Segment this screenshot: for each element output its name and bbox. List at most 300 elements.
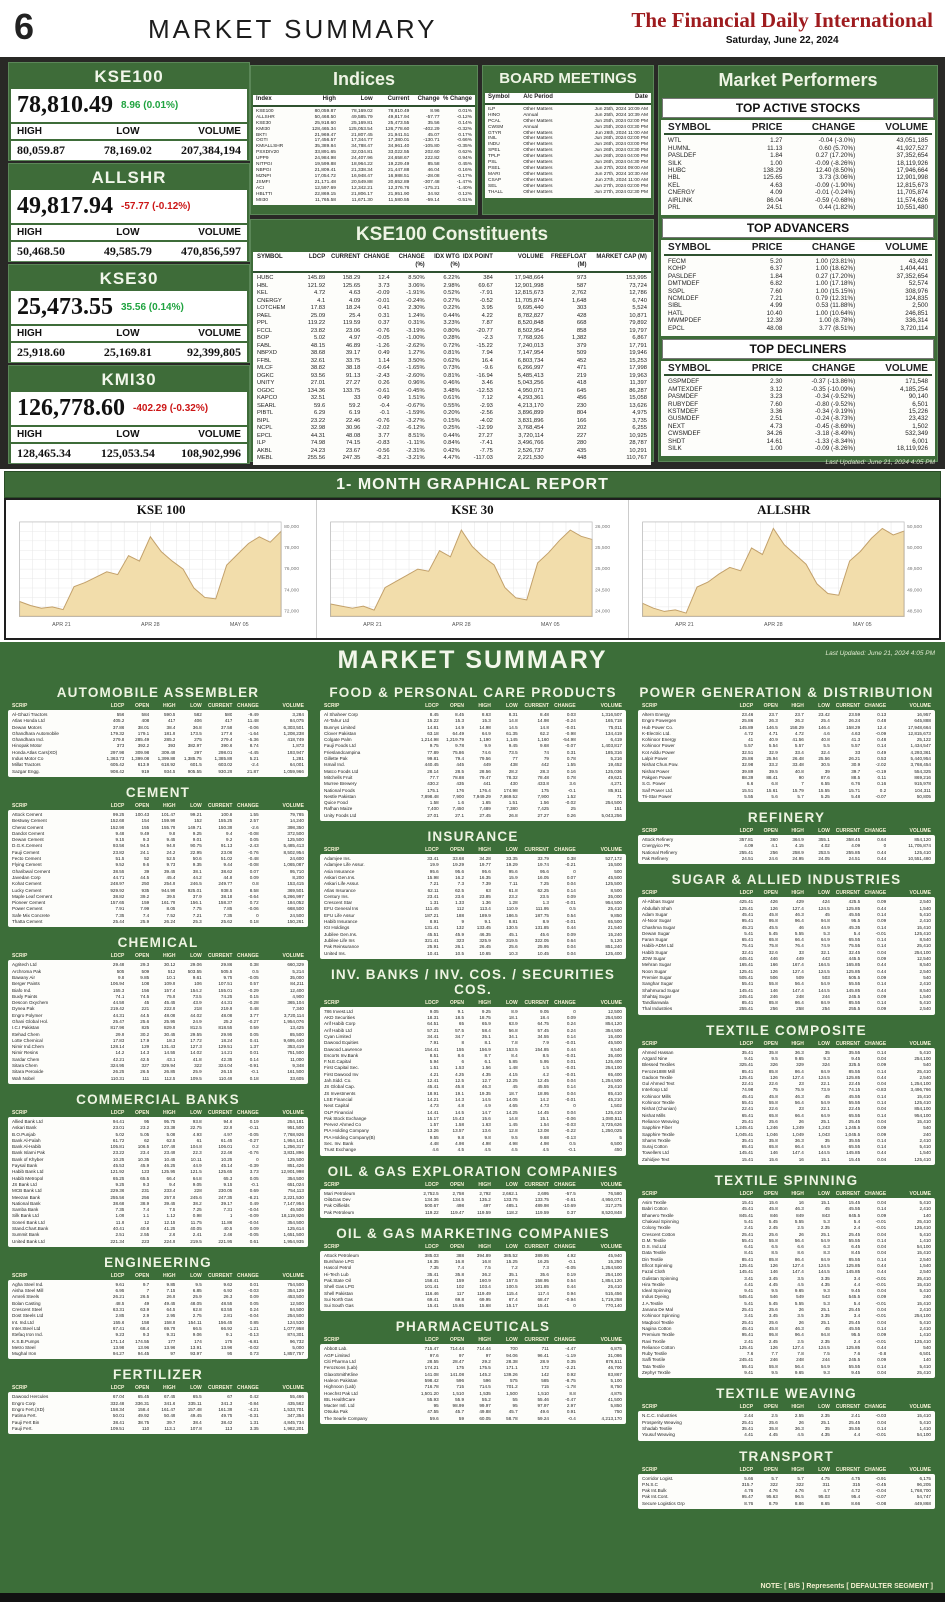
table-row: FCCL 23.82 23.06 -0.76 -3.19% 0.80% -20.77 8,502,954 858 19,797 (257, 327, 647, 334)
svg-text:78,000: 78,000 (284, 545, 300, 551)
table-row: Trust Exchange 4.6 4.5 4.5 4.5 4.5 -0.1 450 (324, 1147, 622, 1153)
table-row: Samba Bank 7.35 7.4 7.5 7.25 7.31 -0.04 45,500 (12, 1207, 304, 1213)
table-row: Macter Intl. Ltd 95 98.99 99.97 95 97.97 2.97 5,850 (324, 1403, 622, 1409)
index-hlv-values: 25,918.60 25,169.81 92,399,805 (11, 343, 247, 362)
table-row: Ghani Global Hol. 25.47 25.6 25.95 24.9 25.2 -0.27 1,954,076 (12, 1018, 304, 1024)
table-row: PSXDIV20 33,891.65 32,034.81 33,022.55 202.60 0.62% (256, 150, 472, 156)
last-updated-top: Last Updated: June 21, 2024 4:05 PM (825, 459, 935, 466)
table-row: Dynea Pak 219.42 221 222.9 218 219.9 0.48 7,340 (12, 1006, 304, 1012)
chart-title: KSE 100 (136, 502, 186, 517)
table-row: Maple Leaf Cement 38.82 39.2 39.5 37.9 38.18 -0.64 6,266,997 (12, 893, 304, 899)
table-row: Lotte Chemical 17.83 17.9 18.3 17.72 18.24 0.41 9,695,440 (12, 1037, 304, 1043)
table-row: P.N.S.C 315.7 322 322 311 315 -0.45 96,205 (642, 1481, 931, 1487)
table-row: Fauji Fert Bin 38.41 38.75 39.7 38.4 38.42 1.31 4,845,734 (12, 1419, 304, 1425)
table-row: Azgard Nine 9.41 9.5 9.65 9.3 9.45 0.04 254,100 (642, 1055, 931, 1061)
table-row: Colony Textile 2.41 2.45 2.5 2.35 2.4 -0.01 125,410 (642, 1225, 931, 1231)
table-row: Bank Islami Pak 23.22 23.4 23.49 22.3 22.46 -0.76 3,831,896 (12, 1150, 304, 1156)
sector-table (320, 1344, 626, 1424)
table-row: Janana De Mal 25.41 25.6 26 25.1 25.45 0.04 2,410 (642, 1307, 931, 1313)
table-row: Blessed Textiles 325.41 326 329 324 325.5 0.09 540 (642, 1062, 931, 1068)
table-row: Ravi Textile 2.41 2.45 2.5 2.35 2.4 -0.01 125,410 (642, 1338, 931, 1344)
index-boxes (8, 62, 250, 466)
sector-title: REFINERY (747, 810, 826, 826)
table-row: Zephyr Textile 9.41 9.5 9.65 9.3 9.45 0.04 25,410 (642, 1370, 931, 1376)
table-row: Attock Cement 99.25 100.43 101.47 99.21 100.8 1.55 79,785 (12, 811, 304, 817)
table-row: Mari Petroleum 2,752.5 2,758 2,792 2,662.1 2,695 -57.5 76,580 (324, 1190, 622, 1196)
table-row: Nestle Pakistan 7,898.48 7,900 7,949.29 7,869.52 7,900 1.52 71 (324, 793, 622, 799)
table-row: PAEL 25.09 25.4 0.31 1.24% 0.44% 4.22 8,782,827 428 10,871 (257, 312, 647, 319)
table-row: Quice Food 1.58 1.6 1.65 1.51 1.56 -0.02 254,500 (324, 800, 622, 806)
table-row: Sec. Inv. Bank 4.48 4.98 4.98 4.98 4.98 0.5 6,500 (324, 1141, 622, 1147)
table-row: Adam Sugar 45.41 45.8 46.3 45 45.55 0.14 5,410 (642, 911, 931, 917)
table-row: Amreli Steels 26.21 26.5 26.9 25.9 26.3 0.09 453,500 (12, 1294, 304, 1300)
table-row: Thal Industries 255.41 256 258 254 255.5 0.09 2,540 (642, 1006, 931, 1012)
sector-block (638, 1020, 935, 1165)
table-row: Al-Ghazi Tractors 556 584 590.5 582 580 -9.49 3,284 (12, 712, 304, 717)
sector-title: SUGAR & ALLIED INDUSTRIES (671, 872, 902, 888)
sector-block (638, 1446, 935, 1509)
table-row: Bank Al-Habib 105.81 106.5 107.49 104.8 106.01 0.2 1,256,317 (12, 1144, 304, 1150)
table-row: Pak Int.Cont. 95.47 95.63 96.5 95.03 95.4 -0.07 54,747 (642, 1494, 931, 1500)
svg-text:24,500: 24,500 (595, 588, 611, 594)
svg-text:24,000: 24,000 (595, 609, 611, 615)
last-updated-summary: Last Updated: June 21, 2024 4:05 PM (825, 650, 935, 657)
table-row: IBL HealthCare 55.93 55.9 55.2 55 55.46 -0.47 41,500 (324, 1396, 622, 1402)
table-row: Hinopak Motor 373 392.2 393 382.97 390.6 8.74 1,873 (12, 743, 304, 749)
table-row: Crescent Star 1.31 1.33 1.36 1.28 1.3 -0.01 954,500 (324, 900, 622, 906)
table-row: EFU Life Assur 187.21 188 189.9 186.5 187.75 0.54 9,850 (324, 912, 622, 918)
table-row: Thatta Cement 25.44 25.9 26.24 25.3 25.62 0.18 150,261 (12, 919, 304, 925)
table-row: United Bank Ltd 221.34 223 224.9 219.5 221.95 0.61 1,954,935 (12, 1238, 304, 1244)
table-row: UNITY 27.01 27.27 0.26 0.96% 0.46% 3.46 5,043,256 418 11,397 (257, 380, 647, 386)
table-row: HUBC 138.29 12.40 (8.50%) 17,946,664 (668, 167, 928, 175)
index-name: KMI30 (101, 370, 157, 389)
table-row: United Ins. 10.41 10.5 10.65 10.3 10.45 0.04 125,400 (324, 950, 622, 956)
sector-header-row: SCRIP LDCP OPEN HIGH LOW CURRENT CHANGE VOLUME (642, 1191, 931, 1198)
table-row: Ruby Textile 7.6 7.7 7.8 7.5 7.6 -0.8 6,501 (642, 1351, 931, 1357)
table-row: Shell Gas LPG 101.41 102 103.4 100.5 101.85 0.44 25,410 (324, 1284, 622, 1290)
table-row: EFU General Ins 111.45 112 113.4 110.9 111.95 0.5 25,410 (324, 906, 622, 912)
table-row: Askari Bank 23.01 23.2 23.38 22.75 22.9 -0.11 951,500 (12, 1125, 304, 1131)
table-row: Attock Petroleum 385.03 388 394.89 385.52 389.95 4.92 45,940 (324, 1252, 622, 1258)
table-row: HUMNL 11.13 0.60 (5.70%) 41,927,527 (668, 144, 928, 152)
table-row: Gulistan Spinning 3.41 3.45 3.5 3.35 3.4 -0.01 25,410 (642, 1275, 931, 1281)
table-row: Bunnys Limited 14.81 14.9 14.98 14.5 14.8 -0.01 75,011 (324, 724, 622, 730)
table-row: PIBTL 6.29 6.19 -0.1 -1.59% 0.20% -2.56 3,896,899 804 4,975 (257, 410, 647, 416)
table-row: DMTMDEF 6.82 1.00 (17.18%) 52,574 (668, 280, 928, 288)
table-row: Kohinoor Power 5.57 5.54 5.57 5.5 5.57 0.14 1,434,547 (642, 743, 931, 749)
table-row: SILK 1.00 -0.09 (-8.26%) 18,119,926 (668, 445, 928, 452)
indices-panel: Indices Index High Low Current Change % Change KSE100 80,059.87 78,169.02 78,810.49 8.96 0.01% ALLSHR 50,468.50 49,585.79 49,817.94 -57.77 -0.12% KSE30 25,918.60 25,169.81 25,473.55 35.56 0.14% KMI30 128,465.34 125,053.54 126,778.60 -402.29 -0.32% BKTI 21,969.47 21,807.45 21,941.51 45.07 0.17% OGTI 17,456.57 17,344.77 17,380.01 -130.71 -0.66% KMIALLSHR 35,389.84 34,788.47 34,961.40 -105.80 -0.35% PSXDIV20 33,891.65 32,034.81 33,022.55 202.60 0.62% UPP9 24,984.98 24,407.96 24,658.67 222.82 0.94% NITPGI 19,599.88 18,964.22 19,229.49 85.58 0.45% NBPGI 21,809.41 21,338.34 21,447.88 46.04 0.16% MZNPI 17,054.72 16,948.47 16,988.51 -28.08 -0.17% JSMFI 21,171.48 20,549.88 20,652.89 -307.48 -1.47% ACI 12,597.69 12,342.21 12,376.76 -175.21 -1.40% HBLTTI 22,869.15 21,806.17 21,951.90 34.92 0.12% MII30 11,765.58 11,671.30 11,580.55 -59.14 -0.51% (250, 65, 478, 215)
table-row: Ismail Ind. 440.45 445 449 438 442 1.55 19,452 (324, 762, 622, 768)
svg-text:50,000: 50,000 (906, 545, 922, 551)
sector-header-row: SCRIP LDCP OPEN HIGH LOW CURRENT CHANGE VOLUME (12, 703, 304, 709)
area-chart (6, 518, 316, 636)
performer-table: SYMBOL PRICE CHANGE VOLUME FECM 5.20 1.00 (23.81%) 43,428 KOHP 6.37 1.00 (18.62%) 1,404,441 PASLDEF 1.84 0.27 (17.20%) 37,352,654 DMTMDEF 6.82 1.00 (17.18%) 52,574 SGPL 7.60 1.00 (15.15%) 308,976 NCMLDEF 7.21 0.79 (12.31%) 124,835 SIBL 4.99 0.53 (11.88%) 2,500 HATL 10.40 1.00 (10.64%) 246,851 MWMPDEF 12.39 1.00 (8.78%) 336,314 EPCL 48.08 3.77 (8.51%) 3,720,114 (661, 240, 935, 335)
table-row: LOTCHEM 17.83 18.24 0.41 2.30% 0.22% 3.95 9,695,440 303 5,524 (257, 305, 647, 311)
table-row: Askari Life Assur. 7.21 7.3 7.39 7.11 7.25 0.04 125,500 (324, 881, 622, 887)
index-hlv-labels: HIGH LOW VOLUME (11, 326, 247, 341)
table-row: Gharibwal Cement 38.55 39 39.45 38.1 38.62 0.07 95,710 (12, 868, 304, 874)
table-row: Unity Foods Ltd 27.01 27.1 27.45 26.8 27.27 0.26 5,043,256 (324, 812, 622, 818)
table-row: Secure Logistics Grp 8.76 8.79 8.86 8.65 8.66 -0.08 449,868 (642, 1500, 931, 1506)
table-row: Faysal Bank 45.53 45.9 46.25 44.9 45.14 -0.39 851,426 (12, 1163, 304, 1169)
table-row: S.G. Power 6.6 6.8 7 6.55 6.76 0.16 915,978 (642, 781, 931, 787)
sector-header-row: SCRIP LDCP OPEN HIGH LOW CURRENT CHANGE VOLUME (324, 1181, 622, 1188)
board-meetings-panel: BOARD MEETINGS Symbol A/c Period Date ILP Other Matters Jun 25th, 2024 10:09 AM HINO Annual Jun 25th, 2024 10:39 AM PCAL Other Matters Jun 25th, 2024 02:00 PM CWSM Annual Jun 25th, 2024 03:30 PM GTYR Other Matters Jun 26th, 2024 11:00 AM INIL Other Matters Jun 26th, 2024 02:00 PM INDU Other Matters Jun 26th, 2024 03:00 PM SPEL Other Matters Jun 26th, 2024 03:30 PM TPLP Other Matters Jun 26th, 2024 04:00 PM PSL Other Matters Jun 26th, 2024 04:30 PM PSEL Other Matters Jun 27th, 2024 09:00 AM MARI Other Matters Jun 27th, 2024 10:30 AM CSAP Other Matters Jun 27th, 2024 11:00 AM SEL Other Matters Jun 27th, 2024 02:00 PM THALL Other Matters Jun 27th, 2024 02:30 PM (482, 65, 654, 215)
table-row: EPCL 48.08 3.77 (8.51%) 3,720,114 (668, 324, 928, 332)
table-row: Kohinoor Spinning 3.41 3.45 3.5 3.35 3.4 -0.01 254,100 (642, 1313, 931, 1319)
table-row: Fauji Fert. 109.51 110 113.1 107.8 113 3.35 1,982,201 (12, 1425, 304, 1431)
table-row: BKTI 21,969.47 21,807.45 21,941.51 45.07 0.17% (256, 132, 472, 138)
table-row: CNERGY 4.1 4.09 -0.01 -0.24% 0.27% -0.52 11,705,874 1,648 6,740 (257, 297, 647, 304)
svg-text:MAY 05: MAY 05 (541, 622, 560, 629)
table-row: KEL 4.63 -0.09 (-1.90%) 12,815,673 (668, 181, 928, 189)
table-row: HATL 10.40 1.00 (10.64%) 246,851 (668, 309, 928, 317)
index-name: ALLSHR (91, 168, 167, 187)
market-performers-panel (658, 65, 938, 462)
sector-block (8, 682, 308, 777)
table-row: AGP Limited 97.6 97 97 94.06 96.41 -1.19 31,086 (324, 1352, 622, 1358)
table-row: B.O.Punjab 5.02 5.05 5.08 4.93 4.97 -0.05 7,768,926 (12, 1131, 304, 1137)
table-row: KSE100 80,059.87 78,169.02 78,810.49 8.96 0.01% (256, 108, 472, 114)
table-row: Nishat Chun.Pow. 32.98 33.2 33.48 30.5 30.9 -2.02 3,768,454 (642, 762, 931, 768)
sector-table (8, 710, 308, 777)
table-row: Millat Tractors 605.42 613.9 618.92 601.5 603.02 -2.4 64,001 (12, 762, 304, 768)
table-row: Sanghar Sugar 55.41 55.8 56.4 54.9 55.55 0.14 2,410 (642, 981, 931, 987)
sector-table (320, 710, 626, 821)
table-row: CSAP Other Matters Jun 27th, 2024 11:00 AM (488, 177, 648, 183)
table-row: WTL 1.27 -0.04 (-3.0%) 43,051,185 (668, 137, 928, 145)
index-value-row (11, 89, 247, 122)
table-row: First Dawood Inv 4.21 4.25 4.35 4.15 4.2 -0.01 65,400 (324, 1071, 622, 1077)
table-row: Stand.Chart.Bank 40.41 40.8 41.25 40.05 40.5 0.09 125,614 (12, 1226, 304, 1231)
table-row: PPL 119.22 119.59 0.37 0.31% 3.23% 7.87 8,520,848 668 79,892 (257, 320, 647, 326)
table-row: Safe Mix Concrete 7.35 7.4 7.52 7.21 7.35 0 24,500 (12, 912, 304, 918)
table-row: KEL 4.72 4.63 -0.09 -1.91% 0.52% -7.91 12,815,673 2,762 12,786 (257, 290, 647, 296)
performer-table-title: TOP ADVANCERS (662, 218, 934, 238)
sector-table (638, 710, 935, 802)
table-row: Oil&Gas Dev 134.36 134.5 135.2 133.75 133.75 -0.61 4,950,071 (324, 1196, 622, 1202)
table-row: Jubilee Gen.Ins. 45.51 45.9 46.35 45.1 45.6 0.09 15,240 (324, 931, 622, 937)
table-row: K.S.B.Pumps 171.14 174.55 177 174 175 -6.81 96,732 (12, 1338, 304, 1344)
table-row: Agritech Ltd 29.48 29.3 30.12 29.06 29.86 0.38 660,329 (12, 962, 304, 968)
sector-header-row: SCRIP LDCP OPEN HIGH LOW CURRENT CHANGE VOLUME (642, 1404, 931, 1411)
table-row: Honda Atlas Cars(XD) 297.98 309.98 309.49 297 298.01 -4.45 193,947 (12, 749, 304, 755)
table-row: Habib Insurance 8.91 9 9.1 8.81 8.9 -0.01 65,500 (324, 919, 622, 925)
sector-table (638, 1411, 935, 1440)
table-row: PASMDEF 3.23 -0.34 (-9.52%) 90,140 (668, 393, 928, 401)
svg-text:25,000: 25,000 (595, 567, 611, 573)
sector-table (638, 897, 935, 1014)
table-row: Descon Oxychem 44.59 45 45.45 43.9 44.31 -0.28 365,104 (12, 1000, 304, 1006)
table-row: PSEL Other Matters Jun 27th, 2024 09:00 AM (488, 165, 648, 171)
sector-title: OIL & GAS MARKETING COMPANIES (336, 1225, 610, 1241)
sector-table (320, 1251, 626, 1312)
sector-title: TRANSPORT (739, 1448, 834, 1464)
summary-column (320, 682, 626, 1514)
table-row: Corridor Logist. 5.66 5.7 5.7 4.75 4.75 -0.91 6,175 (642, 1475, 931, 1481)
market-board (0, 57, 945, 469)
table-row: Gul Ahmed Text 22.41 22.6 23 22.1 22.45 0.04 1,254,100 (642, 1081, 931, 1087)
table-row: Towellers Ltd 145.41 146 147.4 144.5 145.85 0.44 1,540 (642, 1150, 931, 1156)
performer-table: SYMBOL PRICE CHANGE VOLUME GSPMDEF 2.30 -0.37 (-13.86%) 171,548 AMTEXDEF 3.12 -0.35 (-10.09%) 4,185,254 PASMDEF 3.23 -0.34 (-9.52%) 90,140 RUBYDEF 7.60 -0.80 (-9.52%) 6,501 KSTMDEF 3.36 -0.34 (-9.19%) 15,226 GUSMDEF 2.51 -0.24 (-8.73%) 23,432 NEXT 4.73 -0.45 (-8.69%) 1,502 CWSMDEF 34.26 -3.18 (-8.49%) 532,349 SHDT 14.61 -1.33 (-8.34%) 6,001 SILK 1.00 -0.09 (-8.26%) 18,119,926 (661, 361, 935, 456)
table-row: Babri Cotton 45.41 45.8 46.3 45 45.55 0.14 2,410 (642, 1206, 931, 1212)
table-row: Bank Al-Falah 61.72 62 62.5 61 61.45 -0.27 1,954,141 (12, 1137, 304, 1143)
table-row: Dost Steels Ltd 2.85 2.9 2.95 2.75 2.81 -0.04 254,500 (12, 1313, 304, 1319)
table-row: MWMPDEF 12.39 1.00 (8.78%) 336,314 (668, 317, 928, 325)
table-row: OGDC 134.36 133.75 -0.61 -0.45% 3.48% -12.53 4,950,071 645 86,287 (257, 387, 647, 394)
table-row: Hub Power Co. 145.89 146.5 158.29 146.4 158.29 12.4 17,948,664 (642, 724, 931, 730)
table-row: Dawood Equities 7.91 8 8.1 7.8 7.9 -0.01 45,500 (324, 1040, 622, 1046)
sector-title: COMMERCIAL BANKS (76, 1091, 240, 1107)
table-row: SPEL Other Matters Jun 26th, 2024 03:30 PM (488, 148, 648, 154)
table-row: AIRLINK 86.04 -0.59 (-0.68%) 11,574,626 (668, 196, 928, 204)
table-row: Atlas Insurance 62.11 62.5 63 61.8 62.25 0.14 8,500 (324, 887, 622, 893)
one-month-charts (4, 498, 941, 640)
table-row: Tri-Star Power 5.55 5.6 5.7 5.25 5.48 -0.07 50,805 (642, 793, 931, 799)
svg-text:APR 28: APR 28 (763, 622, 783, 629)
sector-table (638, 1474, 935, 1509)
table-row: Mughal Iron 94.27 94.45 97 93.97 95 0.73 1,857,757 (12, 1351, 304, 1357)
sector-block (638, 1170, 935, 1378)
table-row: Ellcot Spinning 125.41 126 127.4 124.5 125.85 0.44 1,540 (642, 1263, 931, 1268)
table-row: Habib Sugar 32.41 32.6 33 32.1 32.45 0.04 254,100 (642, 949, 931, 955)
table-row: Abdullah Shah 125.41 126 127.4 124.5 125.85 0.44 1,540 (642, 905, 931, 911)
page-number: 6 (14, 6, 35, 47)
page-title: MARKET SUMMARY (148, 14, 438, 44)
table-row: Asim Textile 15.41 15.6 16 15.1 15.45 0.04 5,410 (642, 1200, 931, 1206)
table-row: Lalpir Power 25.86 25.94 26.48 25.56 26.21 0.53 5,440,954 (642, 756, 931, 762)
table-row: HBLTTI 22,869.15 21,806.17 21,951.90 34.92 0.12% (256, 191, 472, 197)
index-name: KSE100 (94, 67, 164, 86)
sector-block (8, 1089, 308, 1247)
table-row: KAPCO 32.51 33 0.49 1.51% 0.61% 7.12 4,293,361 456 15,058 (257, 395, 647, 401)
board-meetings-title: BOARD MEETINGS (499, 70, 637, 87)
table-row: D.M. Textile 55.41 55.8 56.4 54.9 55.55 0.14 1,410 (642, 1237, 931, 1243)
table-row: Allied Bank Ltd 94.41 95 95.75 93.8 94.6 0.19 254,181 (12, 1118, 304, 1124)
table-row: Al Shaheer Corp 8.45 8.45 8.63 8.31 8.48 0.03 1,316,507 (324, 712, 622, 717)
table-row: Aisha Steel Mill 6.95 7 7.15 6.85 6.92 -0.03 354,129 (12, 1288, 304, 1294)
svg-text:74,000: 74,000 (284, 588, 300, 594)
table-row: Flying Cement 9.52 9.6 9.73 9.35 9.44 -0.08 1,065,087 (12, 862, 304, 868)
table-row: J.A.Textile 5.41 5.45 5.55 5.3 5.4 -0.01 15,410 (642, 1300, 931, 1306)
table-row: UPP9 24,984.98 24,407.96 24,658.67 222.82 0.94% (256, 156, 472, 162)
sector-header-row: SCRIP LDCP OPEN HIGH LOW CURRENT CHANGE VOLUME (12, 953, 304, 960)
sector-table (8, 810, 308, 927)
table-row: Pak.State Oil 158.41 159 160.9 157.5 158.95 0.54 1,854,120 (324, 1278, 622, 1283)
area-chart (317, 518, 627, 636)
svg-text:50,500: 50,500 (906, 524, 922, 530)
page-header (0, 0, 945, 61)
table-row: Din Textile 85.41 85.8 86.4 84.9 85.55 0.14 2,540 (642, 1256, 931, 1262)
table-row: Dandot Cement 9.48 9.49 9.8 9.25 9.4 -0.08 372,500 (12, 830, 304, 836)
table-row: FABL 48.15 46.89 -1.26 -2.62% 0.72% -15.22 7,240,013 379 17,791 (257, 342, 647, 349)
table-row: First Capital Sec. 1.51 1.53 1.56 1.48 1.5 -0.01 254,100 (324, 1065, 622, 1071)
table-row: Engro Polymer 44.31 44.5 48.08 44.02 48.08 3.77 3,720,114 (12, 1012, 304, 1018)
sector-title: TEXTILE WEAVING (716, 1386, 857, 1402)
table-row: Agha Steel Ind. 9.61 9.7 9.85 9.5 9.62 0.01 754,500 (12, 1281, 304, 1287)
table-row: Kohinoor Energy 41 40.9 41.56 40.8 41.3 0.48 25,122 (642, 737, 931, 743)
table-row: SEL Other Matters Jun 27th, 2024 02:00 PM (488, 183, 648, 189)
table-row: PIA Holding Company 13.26 13.57 13.6 12.8 13.08 -0.22 1,250,025 (324, 1128, 622, 1134)
table-row: GSPMDEF 2.30 -0.37 (-13.86%) 171,548 (668, 378, 928, 386)
sector-block (8, 1364, 308, 1434)
table-row: Bawany Air 9.8 9.85 10.1 9.61 9.75 -0.05 35,000 (12, 974, 304, 980)
svg-text:APR 28: APR 28 (141, 622, 160, 629)
performer-table-title: TOP ACTIVE STOCKS (662, 98, 934, 118)
table-row: Nimir Ind.Chem 128.14 129 131.43 127.3 129.51 1.37 353,419 (12, 1044, 304, 1050)
table-row: Buxly Paints 74.1 74.5 75.9 73.5 74.25 0.15 4,900 (12, 993, 304, 999)
table-row: The Searle Company 59.6 59 60.05 58.78 59.24 -0.4 4,213,170 (324, 1415, 622, 1421)
table-row: Pak Stock Exchange 15.17 15.43 15.6 14.8 15.1 -0.06 1,080,511 (324, 1115, 622, 1121)
table-row: RUBYDEF 7.60 -0.80 (-9.52%) 6,501 (668, 400, 928, 408)
table-row: Tata Textile 55.41 55.8 56.4 54.9 55.55 0.14 5,410 (642, 1363, 931, 1369)
table-row: Sui North Gas 69.41 69.8 69.95 67.4 68.47 -0.94 1,719,258 (324, 1296, 622, 1302)
table-row: Fauji Cement 23.82 24.1 24.2 22.95 23.06 -0.76 8,502,954 (12, 849, 304, 855)
table-row: I.C.I Pakistan 817.96 825 829.9 812.5 818.55 0.59 13,425 (12, 1025, 304, 1031)
svg-text:APR 21: APR 21 (52, 622, 71, 629)
index-value-row (11, 392, 247, 425)
table-row: OGTI 17,456.57 17,344.77 17,380.01 -130.71 -0.66% (256, 138, 472, 144)
table-row: Dawood Lawrence 154.41 155 156.9 153.5 154.85 0.44 8,540 (324, 1046, 622, 1052)
table-row: Chakwal Spinning 5.41 5.45 5.55 5.3 5.4 -0.01 25,410 (642, 1218, 931, 1224)
sector-table (320, 854, 626, 959)
table-row: Shahtaj Sugar 245.41 246 248 244 245.5 0.09 1,540 (642, 993, 931, 999)
sector-title: PHARMACEUTICALS (395, 1319, 551, 1335)
table-row: HBL 125.65 3.73 (3.06%) 12,901,998 (668, 174, 928, 182)
index-hlv-labels: HIGH LOW VOLUME (11, 225, 247, 240)
table-row: Interloop Ltd 74.98 75 75.9 73.9 74.15 -0.83 3,496,766 (642, 1087, 931, 1093)
table-row: Kohinoor Mills 45.41 45.8 46.3 45 45.55 0.14 15,410 (642, 1093, 931, 1099)
table-row: Jah.Sidd. Co. 12.41 12.5 12.7 12.25 12.45 0.04 1,254,500 (324, 1078, 622, 1084)
table-row: MARI Other Matters Jun 27th, 2024 10:30 AM (488, 171, 648, 177)
table-row: JDW Sugar 445.41 446 449 443 445.5 0.09 12,540 (642, 956, 931, 962)
table-row: IGI Holdings 131.41 132 133.45 130.5 131.85 0.44 21,540 (324, 925, 622, 931)
table-row: Sardar Chem 42.21 42.5 43.1 41.8 42.35 0.14 11,000 (12, 1056, 304, 1062)
table-row: Fazal Cloth 145.41 146 147.4 144.5 145.85 0.44 2,540 (642, 1269, 931, 1275)
table-row: Atlas Honda Ltd 405.2 408 417 406 417 11.48 84,075 (12, 718, 304, 724)
table-row: Mehran Sugar 165.41 166 167.4 164.5 165.85 0.44 8,540 (642, 962, 931, 968)
svg-text:APR 21: APR 21 (363, 622, 383, 629)
performer-table: SYMBOL PRICE CHANGE VOLUME WTL 1.27 -0.04 (-3.0%) 43,051,185 HUMNL 11.13 0.60 (5.70%) 41,927,527 PASLDEF 1.84 0.27 (17.20%) 37,352,654 SILK 1.00 -0.09 (-8.26%) 18,119,926 HUBC 138.29 12.40 (8.50%) 17,946,664 HBL 125.65 3.73 (3.06%) 12,901,998 KEL 4.63 -0.09 (-1.90%) 12,815,673 CNERGY 4.09 -0.01 (-0.24%) 11,705,874 AIRLINK 86.04 -0.59 (-0.68%) 11,574,626 PRL 24.51 0.44 (1.82%) 10,551,480 (661, 120, 935, 215)
sector-title: CEMENT (125, 784, 191, 800)
table-row: TPLP Other Matters Jun 26th, 2024 04:00 PM (488, 154, 648, 160)
index-change: 35.56 (0.14%) (121, 302, 184, 313)
table-row: Metro Steel 13.98 13.96 13.96 13.91 13.96 -0.02 5,000 (12, 1344, 304, 1350)
sector-block (8, 782, 308, 927)
table-row: Frieslandcampina 77.89 75.86 74.6 73.5 74 0.31 185,316 (324, 749, 622, 755)
table-row: Archroma Pak 505 509 512 503.55 505.5 0.5 5,214 (12, 968, 304, 974)
table-row: Askari Gen.Ins. 15.98 16.2 16.35 15.9 16.05 0.07 45,500 (324, 874, 622, 880)
svg-text:MAY 05: MAY 05 (852, 622, 872, 629)
table-row: JS Bank Ltd 9.25 9.3 9.4 9.05 9.15 -0.1 651,024 (12, 1181, 304, 1187)
table-row: Gadoon Textile 125.41 126 127.4 124.5 125.85 0.44 2,540 (642, 1074, 931, 1080)
table-row: Citi Pharma Ltd 28.55 28.47 29.2 28.38 28.9 0.35 876,511 (324, 1359, 622, 1365)
chart-title: ALLSHR (757, 502, 811, 517)
sector-block (8, 1252, 308, 1360)
sector-table (8, 960, 308, 1084)
masthead (631, 8, 933, 46)
table-row: NBPGI 21,809.41 21,338.34 21,447.88 46.04 0.16% (256, 167, 472, 173)
table-row: Silk Bank Ltd 1.09 1.1 1.12 0.98 1 -0.09 18,119,926 (12, 1213, 304, 1219)
table-row: Bolan Casting 48.5 49 49.45 48.05 48.55 0.05 12,500 (12, 1300, 304, 1306)
table-row: ILP Other Matters Jun 25th, 2024 10:09 AM (488, 106, 648, 112)
table-row: Power Cement 7.91 7.99 8.05 7.75 7.85 -0.06 668,500 (12, 906, 304, 912)
table-row: Arif Habib Ltd 57.21 57.5 58.4 56.8 57.45 0.24 354,500 (324, 1027, 622, 1033)
table-row: Fecto Cement 51.5 52 52.5 50.6 51.02 -0.48 24,600 (12, 856, 304, 862)
sector-title: TEXTILE SPINNING (714, 1173, 859, 1189)
table-row: 786 Invest.Ltd 9.05 9.1 9.25 8.9 9.05 0 12,500 (324, 1008, 622, 1014)
table-row: Noon Sugar 125.41 126 127.4 124.5 125.85 0.44 2,540 (642, 968, 931, 974)
newspaper-name: The Financial Daily International (631, 8, 933, 32)
sector-block (320, 1161, 626, 1218)
table-row: SGPL 7.60 1.00 (15.15%) 308,976 (668, 287, 928, 295)
table-row: Feroze1888 Mill 85.41 85.8 86.4 84.9 85.55 0.14 25,410 (642, 1068, 931, 1074)
table-row: Lucky Cement 929.92 935 944.99 925.01 938.5 8.58 369,501 (12, 887, 304, 893)
table-row: At-Tahur Ltd 15.22 15.3 15.3 14.8 14.98 -0.24 165,718 (324, 718, 622, 724)
table-row: Shell Pakistan 116.46 117 119.49 115.4 117.4 0.94 515,456 (324, 1290, 622, 1296)
index-change: 8.96 (0.01%) (121, 100, 179, 111)
table-row: Sapphire Textile 1,045.41 1,046 1,049 1,043 1,045.5 0.09 240 (642, 1131, 931, 1137)
table-row: MZNPI 17,054.72 16,948.47 16,988.51 -28.08 -0.17% (256, 173, 472, 179)
index-value-row (11, 190, 247, 223)
table-row: Summit Bank 2.51 2.55 2.6 2.41 2.46 -0.05 1,651,500 (12, 1232, 304, 1238)
table-row: Burshane LPG 16.35 16.8 16.8 15.25 16.25 -0.1 15,250 (324, 1259, 622, 1265)
table-row: Matco Foods Ltd 28.14 28.5 28.56 28.2 28.3 0.16 125,036 (324, 768, 622, 774)
table-row: SEARL 59.6 59.2 -0.4 -0.67% 0.55% -2.93 4,213,170 230 13,626 (257, 402, 647, 409)
sector-header-row: SCRIP LDCP OPEN HIGH LOW CURRENT CHANGE VOLUME (642, 1466, 931, 1473)
svg-text:80,000: 80,000 (284, 524, 300, 530)
table-row: Habib-ADM Ltd 75.41 75.8 76.4 74.9 75.55 0.14 25,410 (642, 943, 931, 949)
table-row: GTYR Other Matters Jun 26th, 2024 11:00 AM (488, 130, 648, 136)
table-row: Sazgar Engg. 908.42 919 934.5 905.55 930.29 21.87 1,059,966 (12, 768, 304, 774)
table-row: Nishat (Chunian) 22.41 22.6 23 22.1 22.45 0.04 854,100 (642, 1106, 931, 1112)
sector-title: POWER GENERATION & DISTRIBUTION (639, 685, 934, 700)
sector-table (8, 1280, 308, 1360)
sector-title: AUTOMOBILE ASSEMBLER (56, 685, 260, 700)
table-row: AMTEXDEF 3.12 -0.35 (-10.09%) 4,185,254 (668, 385, 928, 393)
table-row: Engro Fert.(XD) 158.34 158.4 161.47 157.48 161.39 -4.21 1,533,701 (12, 1407, 304, 1413)
table-row: Suraj Cotton 65.41 65.8 66.4 64.9 65.55 0.14 5,410 (642, 1144, 931, 1150)
constituents-title: KSE100 Constituents (355, 224, 549, 245)
table-row: ILP 74.98 74.15 -0.83 -1.11% 0.84% -7.41 3,496,766 280 28,787 (257, 440, 647, 446)
table-row: Pervez Ahmed Co 1.57 1.58 1.63 1.45 1.54 -0.03 3,725,626 (324, 1122, 622, 1128)
table-row: AKD Securities 18.31 18.5 18.75 18.1 18.4 0.09 254,500 (324, 1015, 622, 1021)
table-row: JS Global Cap. 45.41 45.8 46.3 45 45.55 0.14 25,410 (324, 1084, 622, 1090)
table-row: Nimir Resins 14.2 14.3 14.55 14.02 14.21 0.01 751,500 (12, 1050, 304, 1056)
sector-block (320, 1316, 626, 1424)
table-row: F.N.E.Capital 5.94 6 6.1 5.85 5.95 0.01 125,400 (324, 1059, 622, 1065)
area-chart (629, 518, 939, 636)
table-row: Biafo Ind. 155.3 156 157.4 154.2 155.01 -0.29 12,400 (12, 987, 304, 993)
sector-table (638, 1198, 935, 1378)
table-row: Pak Refinery 24.51 24.6 24.95 24.05 24.51 0.44 10,551,480 (642, 856, 931, 862)
sector-header-row: SCRIP LDCP OPEN HIGH LOW CURRENT CHANGE VOLUME (324, 847, 622, 854)
table-row: CWSMDEF 34.26 -3.18 (-8.49%) 532,349 (668, 430, 928, 438)
table-row: GlaxoSmithKline 141.08 141.08 145.2 139.26 142 0.92 83,867 (324, 1371, 622, 1377)
table-row: PASLDEF 1.84 0.27 (17.20%) 37,352,654 (668, 152, 928, 160)
table-row: MII30 11,765.58 11,671.30 11,580.55 -59.14 -0.51% (256, 197, 472, 203)
bottom-rule (0, 1593, 945, 1602)
market-summary-section (0, 642, 945, 1602)
index-value: 78,810.49 (17, 92, 113, 118)
table-row: Ittehad Chem 29.9 30.2 30.45 29.55 29.95 0.05 85,500 (12, 1031, 304, 1037)
table-row: MCB Bank Ltd 229.36 231 233.4 228 230.05 0.69 754,113 (12, 1188, 304, 1194)
table-row: Salfi Textile 245.41 246 248 244 245.5 0.09 140 (642, 1357, 931, 1363)
table-row: Ghandhara Ind. 279.8 285.49 285.2 275 279.4 -5.36 418,749 (12, 737, 304, 743)
table-row: Chashma Sugar 45.21 45.5 46 44.9 45.35 0.14 15,410 (642, 924, 931, 930)
